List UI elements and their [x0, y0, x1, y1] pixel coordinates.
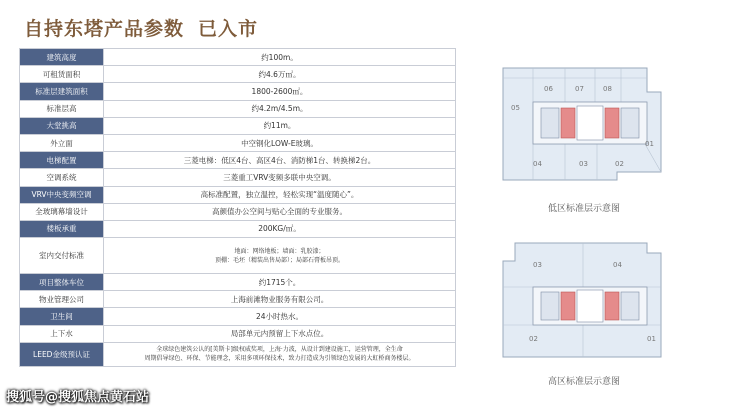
- spec-key: 全玻璃幕墙设计: [20, 203, 104, 220]
- spec-row: [20, 83, 456, 100]
- spec-value: 上海前滩物业服务有限公司。: [104, 291, 456, 308]
- low-unit-04: 04: [533, 160, 542, 168]
- spec-key: 卫生间: [20, 308, 104, 325]
- spec-row: [20, 66, 456, 83]
- spec-key: 外立面: [20, 134, 104, 151]
- spec-value-line: 顶棚：毛坯（精装出售局部）；局部石膏板吊顶。: [214, 256, 344, 264]
- spec-table: [19, 48, 456, 367]
- high-unit-02: 02: [529, 335, 538, 343]
- high-zone-plan-drawing: [497, 237, 665, 365]
- spec-key: 室内交付标准: [20, 238, 104, 274]
- spec-value: 约1715个。: [104, 274, 456, 291]
- low-unit-03: 03: [579, 160, 588, 168]
- spec-value-line: 全球绿色建筑公认的[美斯卡]级权威奖项，上海·力波，从设计到建设施工，运营管理，全生命: [156, 346, 403, 354]
- spec-row: [20, 49, 456, 66]
- spec-key: 项目整体车位: [20, 274, 104, 291]
- low-unit-02: 02: [615, 160, 624, 168]
- high-zone-floor-plan: [497, 237, 665, 365]
- low-zone-caption: 低区标准层示意图: [548, 204, 621, 214]
- spec-key: LEED金级预认证: [20, 342, 104, 366]
- spec-value: 三菱重工VRV变频多联中央空调。: [104, 169, 456, 186]
- spec-row: [20, 220, 456, 237]
- low-zone-plan-drawing: [497, 62, 665, 184]
- spec-row: [20, 325, 456, 342]
- spec-row: [20, 274, 456, 291]
- spec-value: 高颜值办公空间与贴心全面的专业服务。: [104, 203, 456, 220]
- spec-row: [20, 342, 456, 366]
- spec-value: 高标准配置，独立温控，轻松实现“温度随心”。: [104, 186, 456, 203]
- spec-row: [20, 169, 456, 186]
- high-unit-04: 04: [613, 261, 622, 269]
- spec-key: 物业管理公司: [20, 291, 104, 308]
- spec-value: 中空钢化LOW-E玻璃。: [104, 134, 456, 151]
- spec-value: 局部单元内预留上下水点位。: [104, 325, 456, 342]
- spec-row: [20, 186, 456, 203]
- spec-key: 电梯配置: [20, 152, 104, 169]
- spec-value-line: 周期倡导绿色、环保、节能理念，采用多项环保技术，致力打造成为引领绿色发展的大虹桥商务楼层。: [144, 355, 415, 363]
- title-tag: 已入市: [198, 18, 259, 40]
- page-title: [24, 14, 258, 41]
- spec-value: 三菱电梯：低区4台、高区4台、消防梯1台、转换梯2台。: [104, 152, 456, 169]
- spec-value: 约4.6万㎡。: [104, 66, 456, 83]
- spec-row: [20, 291, 456, 308]
- watermark: 搜狐号@搜狐焦点黄石站: [6, 390, 150, 405]
- high-zone-caption: 高区标准层示意图: [548, 377, 621, 387]
- spec-key: 楼板承重: [20, 220, 104, 237]
- spec-table-body: [20, 49, 456, 367]
- spec-key: 上下水: [20, 325, 104, 342]
- spec-key: 建筑高度: [20, 49, 104, 66]
- spec-value: 24小时热水。: [104, 308, 456, 325]
- spec-value: 约11m。: [104, 117, 456, 134]
- spec-value: [104, 238, 456, 274]
- spec-value: 约100m。: [104, 49, 456, 66]
- spec-key: VRV中央变频空调: [20, 186, 104, 203]
- spec-value: 200KG/㎡。: [104, 220, 456, 237]
- spec-key: 标准层建筑面积: [20, 83, 104, 100]
- spec-row: [20, 134, 456, 151]
- spec-key: 大堂挑高: [20, 117, 104, 134]
- spec-row: [20, 308, 456, 325]
- high-unit-03: 03: [533, 261, 542, 269]
- spec-key: 标准层高: [20, 100, 104, 117]
- spec-value: [104, 342, 456, 366]
- spec-row: [20, 203, 456, 220]
- spec-row: [20, 100, 456, 117]
- spec-row: [20, 117, 456, 134]
- spec-value: 约4.2m/4.5m。: [104, 100, 456, 117]
- low-unit-07: 07: [575, 85, 584, 93]
- low-zone-floor-plan: [497, 62, 665, 184]
- spec-value: 1800-2600㎡。: [104, 83, 456, 100]
- spec-value-line: 地面：网络地板；墙面：乳胶漆；: [234, 247, 325, 255]
- spec-row: [20, 152, 456, 169]
- title-main: 自持东塔产品参数: [24, 18, 185, 40]
- high-unit-01: 01: [647, 335, 656, 343]
- low-unit-08: 08: [603, 85, 612, 93]
- spec-key: 空调系统: [20, 169, 104, 186]
- low-unit-05: 05: [511, 104, 520, 112]
- low-unit-06: 06: [544, 85, 553, 93]
- low-unit-01: 01: [645, 140, 654, 148]
- spec-key: 可租赁面积: [20, 66, 104, 83]
- spec-row: [20, 238, 456, 274]
